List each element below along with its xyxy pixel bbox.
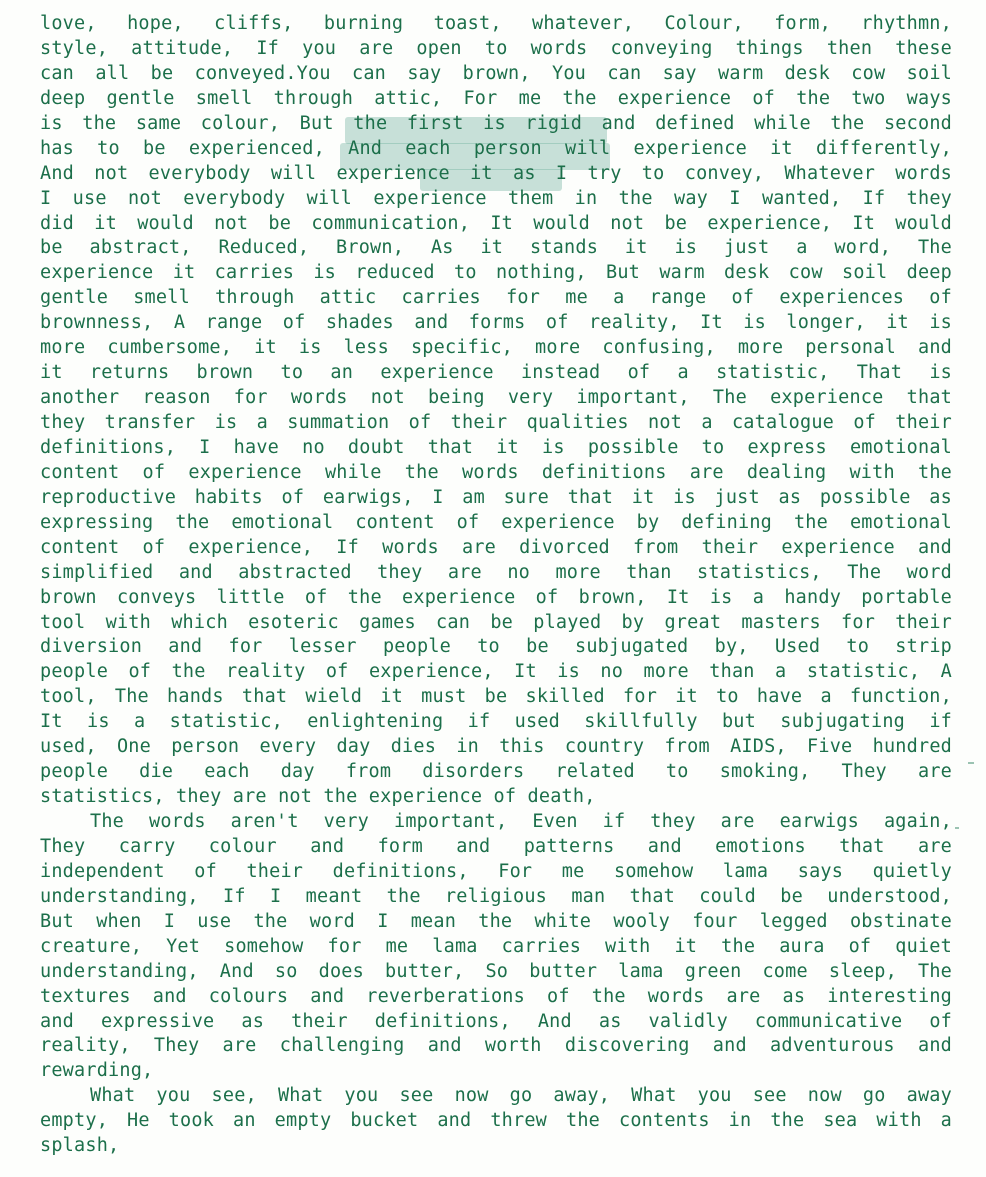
text-line: reality, They are challenging and worth discovering and adventurous and [40, 1035, 952, 1057]
text-line: tool with which esoteric games can be played by great masters for their [40, 611, 952, 633]
typed-text-body [40, 12, 952, 1159]
text-line: textures and colours and reverberations of the words are as interesting [40, 985, 952, 1007]
text-line: it returns brown to an experience instead of a statistic, That is [40, 362, 952, 384]
text-line: another reason for words not being very important, The experience that [40, 387, 952, 409]
text-line: deep gentle smell through attic, For me the experience of the two ways [40, 87, 952, 109]
text-line: more cumbersome, it is less specific, more confusing, more personal and [40, 337, 952, 359]
text-line: I use not everybody will experience them in the way I wanted, If they [40, 187, 952, 209]
text-line: they transfer is a summation of their qualities not a catalogue of their [40, 412, 952, 433]
text-line: And not everybody will experience it as I try to convey, Whatever words [40, 162, 952, 184]
text-line: reproductive habits of earwigs, I am sure that it is just as possible as [40, 486, 952, 508]
text-line: diversion and for lesser people to be subjugated by, Used to strip [40, 636, 952, 658]
text-line: did it would not be communication, It would not be experience, It would [40, 212, 952, 234]
text-line: splash, [40, 1135, 120, 1157]
text-line: brownness, A range of shades and forms of reality, It is longer, it is [40, 312, 952, 334]
text-line: creature, Yet somehow for me lama carries with it the aura of quiet [40, 935, 952, 957]
text-line: They carry colour and form and patterns and emotions that are [40, 835, 952, 857]
text-line: independent of their definitions, For me somehow lama says quietly [40, 860, 952, 882]
text-line: simplified and abstracted they are no more than statistics, The word [40, 561, 952, 583]
text-line: content of experience, If words are divorced from their experience and [40, 536, 952, 558]
text-line: empty, He took an empty bucket and threw the contents in the sea with a [40, 1110, 952, 1132]
paper-speck [955, 827, 959, 829]
text-line: used, One person every day dies in this country from AIDS, Five hundred [40, 736, 952, 758]
text-line: brown conveys little of the experience of brown, It is a handy portable [40, 586, 952, 608]
text-line: gentle smell through attic carries for me a range of experiences of [40, 287, 952, 309]
text-line: can all be conveyed.You can say brown, You can say warm desk cow soil [40, 62, 952, 84]
text-line: content of experience while the words definitions are dealing with the [40, 461, 952, 483]
text-line: love, hope, cliffs, burning toast, whatever, Colour, form, rhythmn, [40, 13, 952, 34]
text-line: understanding, If I meant the religious man that could be understood, [40, 885, 952, 907]
text-line: and expressive as their definitions, And as validly communicative of [40, 1010, 952, 1032]
text-line: rewarding, [40, 1060, 154, 1082]
text-line: It is a statistic, enlightening if used skillfully but subjugating if [40, 711, 952, 733]
text-line: has to be experienced, And each person will experience it differently, [40, 137, 952, 159]
text-line: experience it carries is reduced to nothing, But warm desk cow soil deep [40, 262, 952, 284]
text-line: tool, The hands that wield it must be skilled for it to have a function, [40, 686, 952, 708]
text-line: people die each day from disorders related to smoking, They are [40, 761, 952, 783]
paragraph-first-line: What you see, What you see now go away, What you see now go away [90, 1085, 952, 1107]
text-line: statistics, they are not the experience of death, [40, 786, 596, 808]
text-line: understanding, And so does butter, So butter lama green come sleep, The [40, 960, 952, 982]
text-line: is the same colour, But the first is rigid and defined while the second [40, 112, 952, 134]
text-line: style, attitude, If you are open to words conveying things then these [40, 37, 952, 59]
paper-speck [968, 762, 974, 764]
text-line: definitions, I have no doubt that it is possible to express emotional [40, 436, 952, 458]
text-line: But when I use the word I mean the white wooly four legged obstinate [40, 910, 952, 932]
paragraph-first-line: The words aren't very important, Even if they are earwigs again, [90, 811, 952, 832]
text-line: expressing the emotional content of experience by defining the emotional [40, 511, 952, 533]
text-line: people of the reality of experience, It is no more than a statistic, A [40, 661, 952, 683]
text-line: be abstract, Reduced, Brown, As it stands it is just a word, The [40, 237, 952, 259]
